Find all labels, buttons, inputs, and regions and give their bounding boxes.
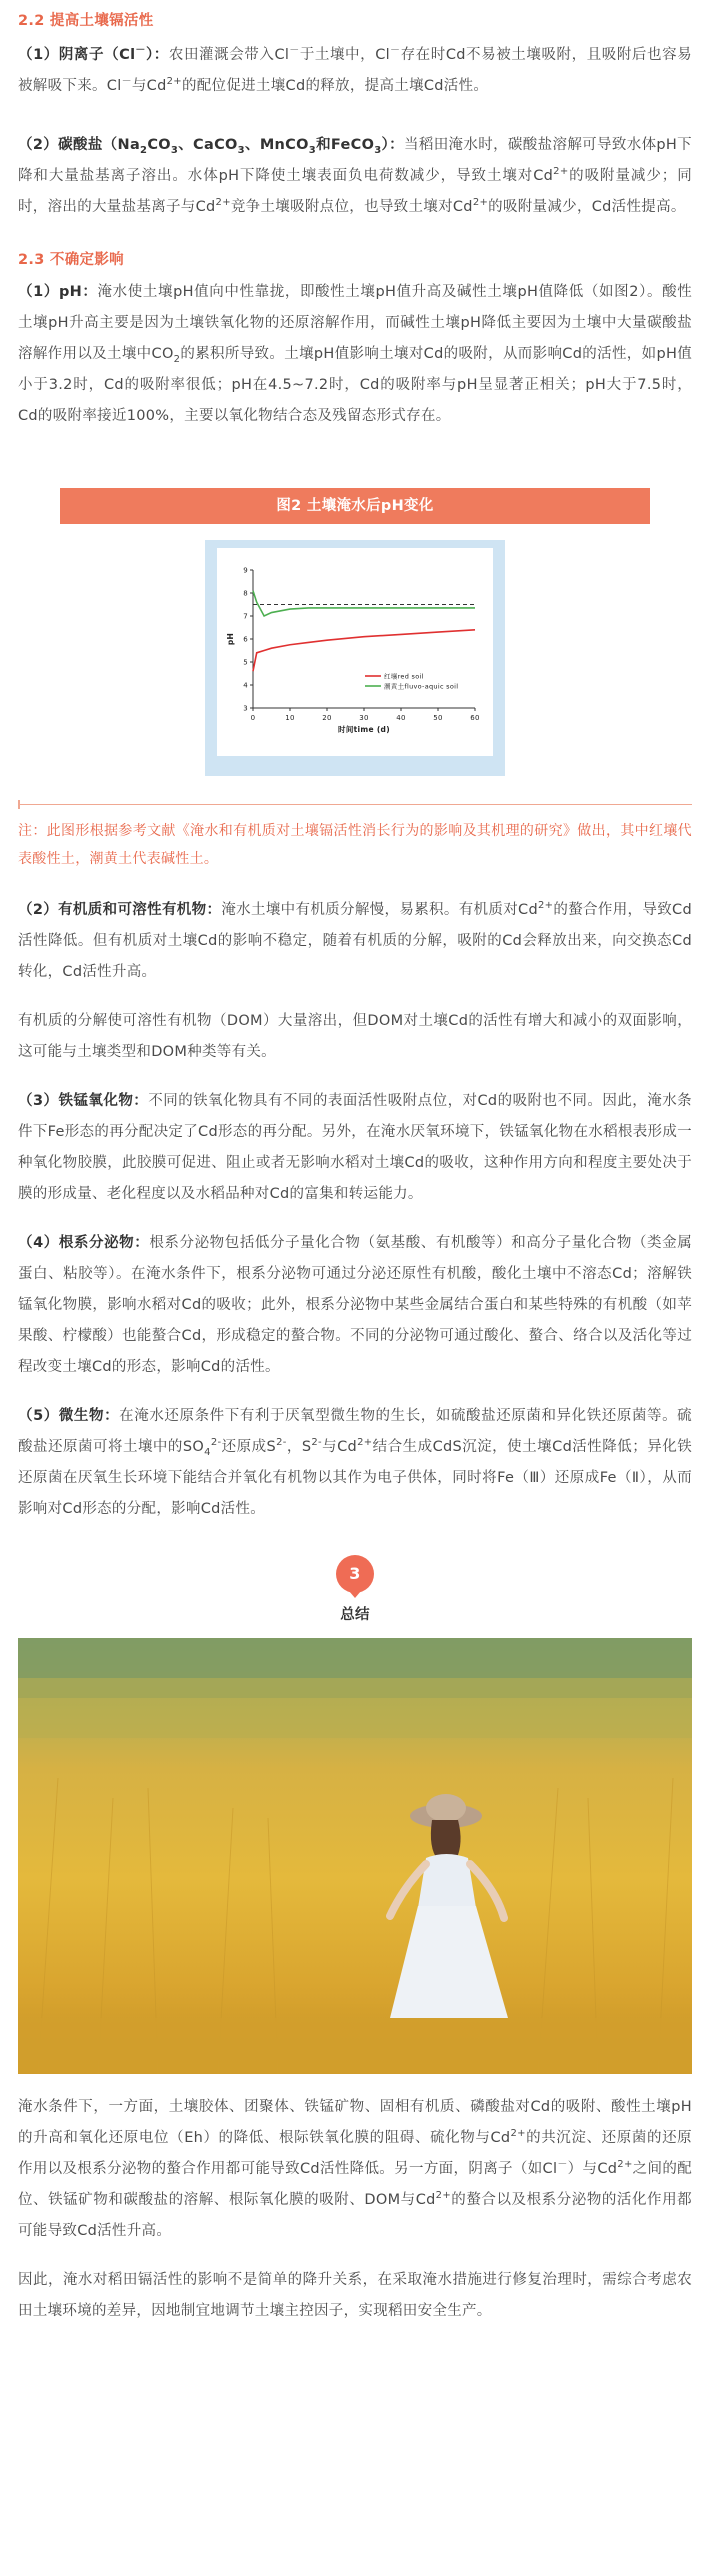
legend-label-1: 红壤red soil xyxy=(384,672,424,681)
ph-label: （1）pH： xyxy=(18,284,98,300)
paragraph-root-exudates: （4）根系分泌物：根系分泌物包括低分子量化合物（氨基酸、有机酸等）和高分子量化合物（类金属蛋白、粘胶等）。在淹水条件下，根系分泌物可通过分泌还原性有机酸，酸化土壤中不溶态Cd；溶解铁锰氧化物膜，影响水稻对Cd的吸收；此外，根系分泌物中某些金属结合蛋白和某些特殊的有机酸（如苹果酸、柠檬酸）也能螯合Cd，形成稳定的螯合物。不同的分泌物可通过酸化、螯合、络合以及活化等过程改变土壤Cd的形态，影响Cd的活性。 xyxy=(18,1235,692,1375)
root-exudates-label: （4）根系分泌物： xyxy=(18,1235,150,1251)
paragraph-organic-matter: （2）有机质和可溶性有机物：淹水土壤中有机质分解慢，易累积。有机质对$Cd^{2+}$的螯合作用，导致Cd活性降低。但有机质对土壤Cd的影响不稳定，随着有机质的分解，吸附的Cd会释放出来，向交换态Cd转化，Cd活性升高。 xyxy=(18,900,692,980)
iron-manganese-label: （3）铁锰氧化物： xyxy=(18,1093,149,1109)
figure-banner: 图2 土壤淹水后pH变化 xyxy=(60,488,650,524)
anion-label: （1）阴离子（Cl－）： xyxy=(18,45,169,63)
y-tick-label: 6 xyxy=(243,635,248,644)
organic-matter-label: （2）有机质和可溶性有机物： xyxy=(18,902,222,918)
paragraph-dom: 有机质的分解使可溶性有机物（DOM）大量溶出，但DOM对土壤Cd的活性有增大和减小的双面影响，这可能与土壤类型和DOM种类等有关。 xyxy=(18,1013,692,1060)
y-tick-label: 9 xyxy=(243,566,248,575)
x-tick-label: 0 xyxy=(250,714,256,722)
section-heading-2-2: 2.2 提高土壤镉活性 xyxy=(18,13,154,29)
carbonate-label: （2）碳酸盐（$Na_2CO_3$、CaCO$_3$、MnCO$_3$和FeCO$_3$）： xyxy=(18,137,404,156)
summary-badge-wrap xyxy=(18,1555,692,1598)
x-tick-label: 40 xyxy=(396,714,406,722)
x-tick-label: 10 xyxy=(285,714,295,722)
paragraph-anion: （1）阴离子（Cl－）：农田灌溉会带入Cl－于土壤中，Cl－存在时Cd不易被土壤吸附，且吸附后也容易被解吸下来。Cl－与$Cd^{2+}$的配位促进土壤Cd的释放，提高土壤Cd活性。 xyxy=(18,45,692,94)
y-tick-label: 5 xyxy=(243,658,248,667)
legend-label-2: 潮黄土fluvo-aquic soil xyxy=(384,682,459,691)
summary-paragraph-1: 淹水条件下，一方面，土壤胶体、团聚体、铁锰矿物、固相有机质、磷酸盐对Cd的吸附、酸性土壤pH的升高和氧化还原电位（Eh）的降低、根际铁氧化膜的阻碍、硫化物与$Cd^{2+}$的共沉淀、还原菌的还原作用以及根系分泌物的螯合作用都可能导致Cd活性降低。另一方面，阴离子（如Cl－）与$Cd^{2+}$之间的配位、铁锰矿物和碳酸盐的溶解、根际氧化膜的吸附、DOM与$Cd^{2+}$的螯合以及根系分泌物的活化作用都可能导致Cd活性升高。 xyxy=(18,2099,692,2239)
section-number-badge: 3 xyxy=(336,1555,374,1593)
photo-illustration xyxy=(18,1638,692,2074)
section-divider xyxy=(18,804,692,805)
microbes-label: （5）微生物： xyxy=(18,1408,120,1424)
figure-note: 注：此图形根据参考文献《淹水和有机质对土壤镉活性消长行为的影响及其机理的研究》做出，其中红壤代表酸性土，潮黄土代表碱性土。 xyxy=(18,823,692,867)
y-tick-label: 7 xyxy=(243,612,248,621)
ph-chart-svg xyxy=(205,540,505,776)
paragraph-ph: （1）pH：淹水使土壤pH值向中性靠拢，即酸性土壤pH值升高及碱性土壤pH值降低（如图2）。酸性土壤pH升高主要是因为土壤铁氧化物的还原溶解作用，而碱性土壤pH降低主要因为土壤中大量碳酸盐溶解作用以及土壤中$CO_2$的累积所导致。土壤pH值影响土壤对Cd的吸附，从而影响Cd的活性，如pH值小于3.2时，Cd的吸附率很低；pH在4.5~7.2时，Cd的吸附率与pH呈显著正相关；pH大于7.5时，Cd的吸附率接近100%，主要以氧化物结合态及残留态形式存在。 xyxy=(18,284,692,424)
paragraph-iron-manganese: （3）铁锰氧化物：不同的铁氧化物具有不同的表面活性吸附点位，对Cd的吸附也不同。因此，淹水条件下Fe形态的再分配决定了Cd形态的再分配。另外，在淹水厌氧环境下，铁锰氧化物在水稻根表形成一种氧化物胶膜，此胶膜可促进、阻止或者无影响水稻对土壤Cd的吸收，这种作用方向和程度主要处决于膜的形成量、老化程度以及水稻品种对Cd的富集和转运能力。 xyxy=(18,1093,692,1202)
woman-in-rice-field-photo xyxy=(18,1638,692,2074)
x-tick-label: 50 xyxy=(433,714,443,722)
x-axis-label: 时间time (d) xyxy=(338,725,390,734)
paragraph-microbes: （5）微生物：在淹水还原条件下有利于厌氧型微生物的生长，如硫酸盐还原菌和异化铁还原菌等。硫酸盐还原菌可将土壤中的$SO_4^{2-}$还原成$S^{2-}$，$S^{2-}$与$Cd^{2+}$结合生成CdS沉淀，使土壤Cd活性降低；异化铁还原菌在厌氧生长环境下能结合并氧化有机物以其作为电子供体，同时将Fe（Ⅲ）还原成Fe（Ⅱ），从而影响对Cd形态的分配，影响Cd活性。 xyxy=(18,1408,693,1517)
x-tick-label: 20 xyxy=(322,714,332,722)
summary-paragraph-2: 因此，淹水对稻田镉活性的影响不是简单的降升关系，在采取淹水措施进行修复治理时，需综合考虑农田土壤环境的差异，因地制宜地调节土壤主控因子，实现稻田安全生产。 xyxy=(18,2272,692,2319)
ph-chart xyxy=(205,540,505,776)
y-tick-label: 8 xyxy=(243,589,248,598)
y-tick-label: 4 xyxy=(243,681,248,690)
y-axis-label: pH xyxy=(226,632,235,646)
x-tick-label: 30 xyxy=(359,714,369,722)
y-tick-label: 3 xyxy=(243,704,248,713)
paragraph-carbonate: （2）碳酸盐（$Na_2CO_3$、CaCO$_3$、MnCO$_3$和FeCO$_3$）：当稻田淹水时，碳酸盐溶解可导致水体pH下降和大量盐基离子溶出。水体pH下降使土壤表面负电荷数减少，导致土壤对$Cd^{2+}$的吸附量减少；同时，溶出的大量盐基离子与$Cd^{2+}$竞争土壤吸附点位，也导致土壤对$Cd^{2+}$的吸附量减少，Cd活性提高。 xyxy=(18,137,692,215)
summary-title: 总结 xyxy=(340,1607,370,1623)
x-tick-label: 60 xyxy=(470,714,480,722)
section-heading-2-3: 2.3 不确定影响 xyxy=(18,252,124,268)
